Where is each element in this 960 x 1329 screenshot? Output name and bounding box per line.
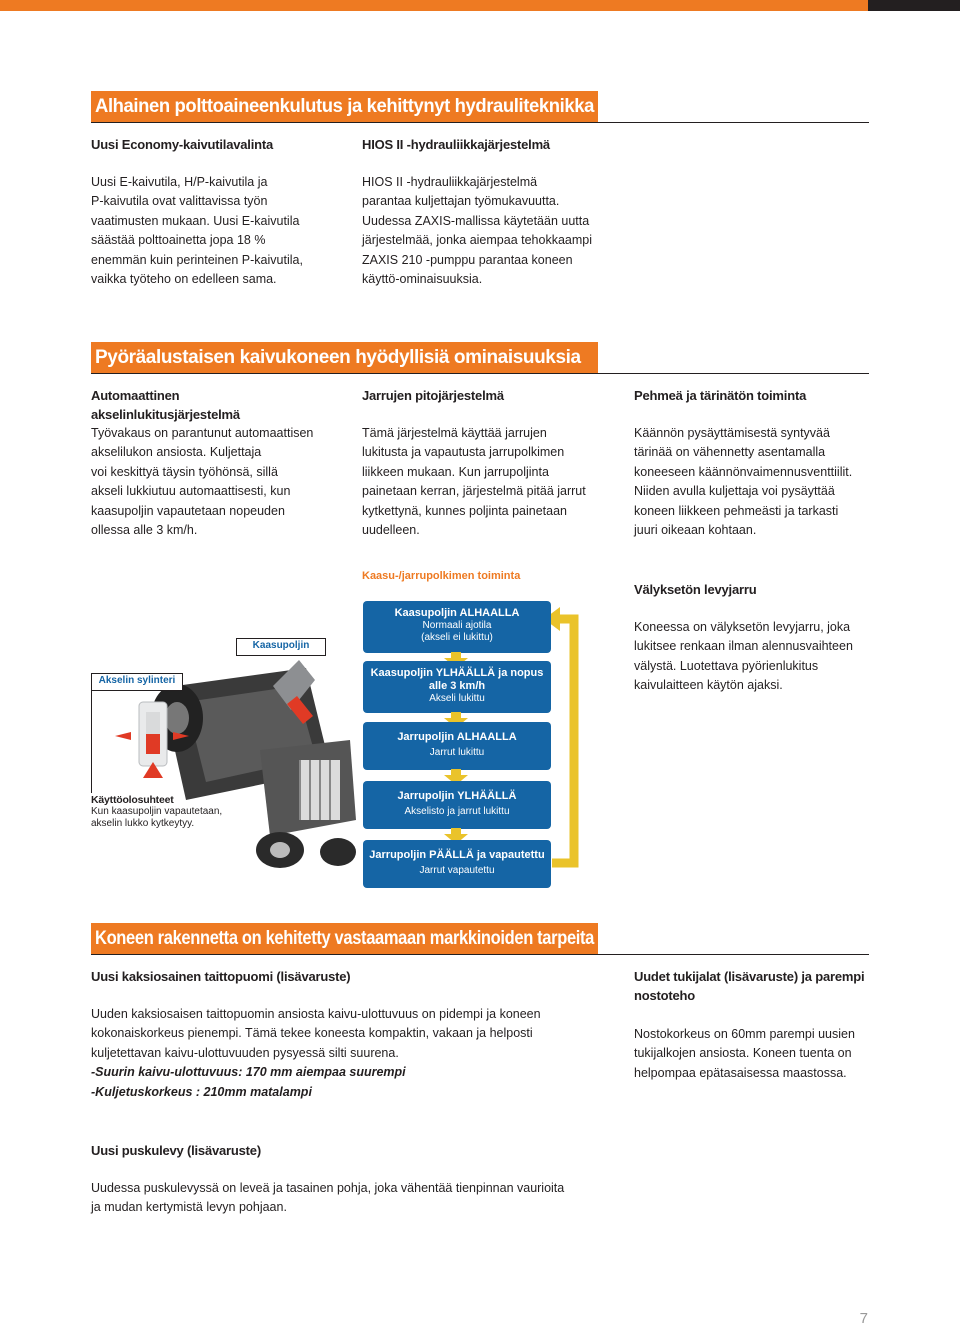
flow-box-title: Jarrupoljin YLHÄÄLLÄ xyxy=(397,790,517,802)
flow-title: Kaasu-/jarrupolkimen toiminta xyxy=(362,570,521,582)
section-title-text: Pyöräalustaisen kaivukoneen hyödyllisiä ominaisuuksia xyxy=(95,347,581,368)
flow-box-brake-down xyxy=(363,722,551,770)
caption-body-conditions: Kun kaasupoljin vapautetaan, akselin lukko kytkeytyy. xyxy=(91,806,223,829)
heading-axle-lock: Automaattinen akselinlukitusjärjestelmä xyxy=(91,388,240,422)
body-disc-brake: Koneessa on välyksetön levyjarru, joka lukitsee renkaan ilman alennusvaihteen välystä. Luotettava pyörienlukitus kaivulaitteen käytön ajaksi. xyxy=(634,620,853,693)
section-title-text: Alhainen polttoaineenkulutus ja kehittynyt hydrauliteknikka xyxy=(95,96,594,117)
caption-title-conditions: Käyttöolosuhteet xyxy=(91,794,174,806)
flow-box-title: Jarrupoljin PÄÄLLÄ ja vapautettu xyxy=(369,849,545,861)
flow-box-brake-up xyxy=(363,781,551,829)
heading-disc-brake: Välyksetön levyjarru xyxy=(634,582,757,597)
body-outriggers: Nostokorkeus on 60mm parempi uusien tukijalkojen ansiosta. Koneen tuenta on helpompaa epätasaisessa maastossa. xyxy=(634,1027,855,1080)
callout-axle-cylinder: Akselin sylinteri xyxy=(91,673,183,691)
heading-hios: HIOS II -hydrauliikkajärjestelmä xyxy=(362,137,550,152)
body-two-piece-boom: Uuden kaksiosaisen taittopuomin ansiosta kaivu-ulottuvuus on pidempi ja koneen kokonaiskorkeus pienempi. Tämä tekee koneesta kompaktin, vakaan ja helposti kuljetettavan kaivu-ulottuvuuden pysyessä silti suurena. xyxy=(91,1007,541,1060)
body-economy-mode: Uusi E-kaivutila, H/P-kaivutila ja P-kaivutila ovat valittavissa työn vaatimusten mukaan. Uusi E-kaivutila säästää polttoainetta jopa 18 % enemmän kuin perinteinen P-kaivutila, vaikka työteho on edelleen sama. xyxy=(91,175,303,287)
heading-two-piece-boom: Uusi kaksiosainen taittopuomi (lisävaruste) xyxy=(91,969,351,984)
heading-brake-hold: Jarrujen pitojärjestelmä xyxy=(362,388,504,403)
page-number: 7 xyxy=(859,1310,868,1327)
flow-box-sub: Jarrut lukittu xyxy=(429,747,485,758)
heading-outriggers: Uudet tukijalat (lisävaruste) ja parempi nostoteho xyxy=(634,969,865,1003)
section-rule xyxy=(91,954,869,955)
body-dozer-blade: Uudessa puskulevyssä on leveä ja tasainen pohja, joka vähentää tienpinnan vaurioita ja mudan kertymistä levyn pohjaan. xyxy=(91,1181,565,1215)
body-smooth-operation: Käännön pysäyttämisestä syntyvää tärinää on vähennetty asentamalla koneeseen käännönvaimennusventtiilit. Niiden avulla kuljettaja voi pysäyttää koneen liikkeen pehmeästi ja tarkasti juuri oikeaan kohtaan. xyxy=(634,426,853,538)
section-title-text: Koneen rakennetta on kehitetty vastaamaan markkinoiden tarpeita xyxy=(95,928,594,949)
heading-dozer-blade: Uusi puskulevy (lisävaruste) xyxy=(91,1143,261,1158)
flow-box-title: Kaasupoljin ALHAALLA xyxy=(394,607,520,619)
heading-smooth-operation: Pehmeä ja tärinätön toiminta xyxy=(634,388,807,403)
section-title-wheeled xyxy=(91,342,598,373)
body-hios: HIOS II -hydrauliikkajärjestelmä parantaa kuljettajan työmukavuutta. Uudessa ZAXIS-mallissa käytetään uutta järjestelmää, jonka aiempaa tehokkaampi ZAXIS 210 -pumppu parantaa koneen käyttö-ominaisuuksia. xyxy=(362,175,592,287)
flow-box-sub: Jarrut vapautettu xyxy=(419,865,495,876)
callout-leader-line xyxy=(91,689,92,793)
flow-box-title: Jarrupoljin ALHAALLA xyxy=(397,731,517,743)
note-transport-height: -Kuljetuskorkeus : 210mm matalampi xyxy=(91,1085,312,1099)
top-dark-bar xyxy=(868,0,960,11)
flow-box-gas-up xyxy=(363,661,551,713)
callout-gas-pedal: Kaasupoljin xyxy=(236,638,326,656)
top-accent-bar xyxy=(0,0,868,11)
flow-box-gas-down xyxy=(363,601,551,653)
section-rule xyxy=(91,122,869,123)
body-axle-lock: Työvakaus on parantunut automaattisen akselilukon ansiosta. Kuljettaja voi keskittyä täysin työhönsä, sillä akseli lukkiutuu automaattisesti, kun kaasupoljin vapautetaan nopeuden ollessa alle 3 km/h. xyxy=(91,426,314,538)
flow-box-sub: Akseli lukittu xyxy=(429,693,485,704)
body-brake-hold: Tämä järjestelmä käyttää jarrujen lukitusta ja vapautusta jarrupolkimen liikkeen mukaan. Kun jarrupoljinta painetaan kerran, järjestelmä pitää jarrut kytkettynä, kunnes poljinta painetaan uudelleen. xyxy=(362,426,586,538)
wheel-illustration xyxy=(240,740,360,870)
flow-box-sub: Akselisto ja jarrut lukittu xyxy=(404,806,510,817)
flow-box-brake-released xyxy=(363,840,551,888)
section-title-fuel xyxy=(91,91,598,122)
heading-economy-mode: Uusi Economy-kaivutilavalinta xyxy=(91,137,274,152)
section-title-structure xyxy=(91,923,598,954)
flow-box-sub: Normaali ajotila (akseli ei lukittu) xyxy=(421,620,493,643)
section-rule xyxy=(91,373,869,374)
flow-box-title: Kaasupoljin YLHÄÄLLÄ ja nopus alle 3 km/h xyxy=(370,667,544,692)
note-max-reach: -Suurin kaivu-ulottuvuus: 170 mm aiempaa suurempi xyxy=(91,1065,406,1079)
